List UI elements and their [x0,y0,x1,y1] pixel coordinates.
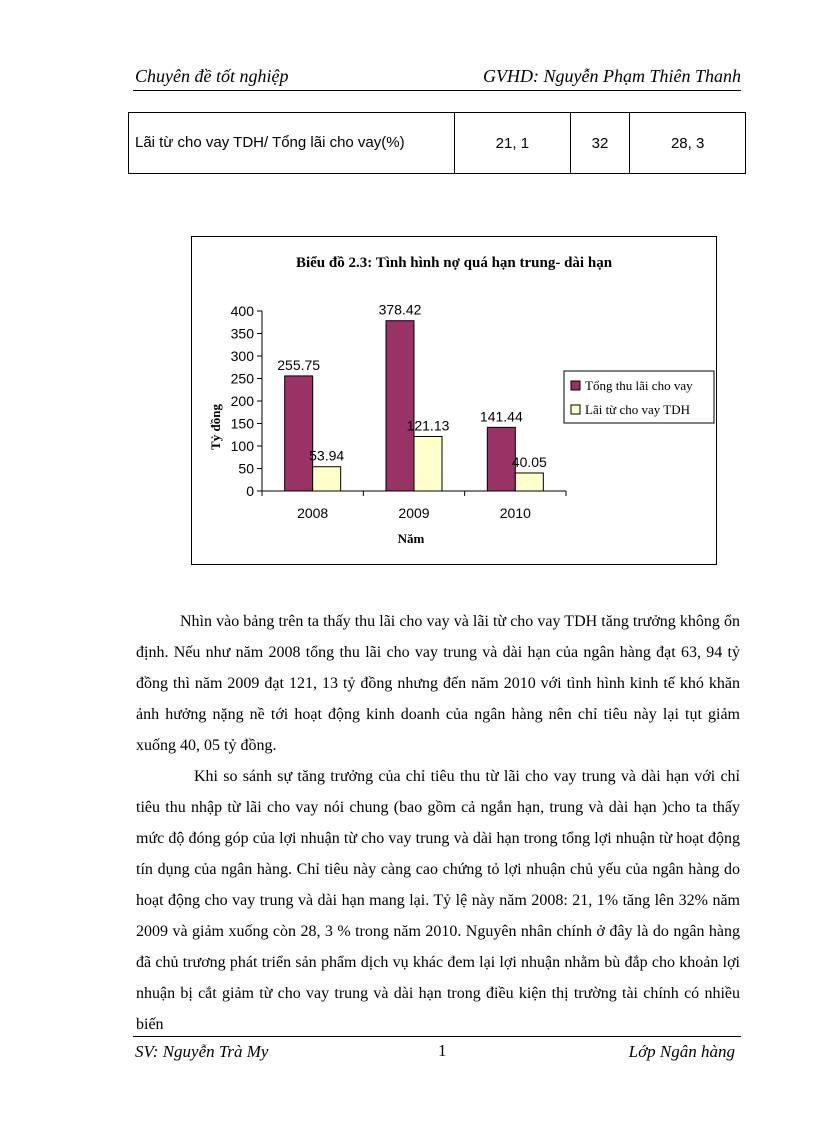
x-axis-label: Năm [397,531,425,546]
data-label: 255.75 [277,356,321,373]
y-tick-label: 0 [246,483,254,499]
data-label: 40.05 [511,453,547,470]
y-tick-label: 250 [230,370,254,387]
y-tick-label: 50 [238,460,254,477]
x-tick-label: 2008 [297,505,329,521]
page-number: 1 [438,1041,447,1060]
paragraph-1: Nhìn vào bảng trên ta thấy thu lãi cho vay và lãi từ cho vay TDH tăng trưởng không ổn định. Nếu như năm 2008 tổng thu lãi cho vay trung và dài hạn của ngân hàng đạt 63, 94 tỷ đồng thì năm 2009 đạt 121, 13 tỷ đồng nhưng đến năm 2010 với tình hình kinh tế khó khăn ảnh hưởng nặng nề tới hoạt động kinh doanh của ngân hàng nên chỉ tiêu này lại tụt giảm xuống 40, 05 tỷ đồng. [136,613,740,754]
data-label: 141.44 [479,408,523,425]
x-tick-label: 2009 [398,505,430,521]
ratio-table [128,112,746,174]
row-label: Lãi từ cho vay TDH/ Tổng lãi cho vay(%) [129,113,455,174]
value-2009: 32 [570,113,630,174]
chart-title: Biểu đồ 2.3: Tình hình nợ quá hạn trung- dài hạn [295,255,613,271]
bar-chart [192,237,716,564]
y-tick-label: 200 [230,393,254,409]
chart-legend [564,371,714,423]
legend-label: Lãi từ cho vay TDH [585,402,691,417]
x-tick-label: 2010 [499,505,531,521]
page-footer [133,1036,741,1067]
y-tick-label: 150 [230,415,254,432]
header-right: GVHD: Nguyễn Phạm Thiên Thanh [483,66,741,86]
data-label: 121.13 [406,417,450,434]
bar-2009-series-2 [414,436,442,491]
data-label: 378.42 [378,301,422,318]
footer-right: Lớp Ngân hàng [628,1042,735,1061]
table-row [129,113,746,174]
value-2008: 21, 1 [455,113,571,174]
data-label: 53.94 [309,447,345,464]
footer-left: SV: Nguyễn Trà My [135,1042,269,1061]
y-tick-label: 100 [230,438,254,454]
bar-2008-series-1 [285,376,313,491]
legend-swatch [571,405,580,414]
bar-2010-series-2 [515,473,543,491]
chart-container [191,236,717,565]
body-text [136,606,740,1040]
y-tick-label: 350 [230,325,254,342]
y-axis-label: Tỷ đồng [208,404,223,450]
legend-label: Tổng thu lãi cho vay [585,378,693,393]
bar-2008-series-2 [313,467,341,491]
header-left: Chuyên đề tốt nghiệp [135,66,289,86]
y-tick-label: 400 [230,303,254,319]
value-2010: 28, 3 [630,113,746,174]
paragraph-2: Khi so sánh sự tăng trưởng của chỉ tiêu thu từ lãi cho vay trung và dài hạn với chỉ tiêu thu nhập từ lãi cho vay nói chung (bao gồm cả ngắn hạn, trung và dài hạn )cho ta thấy mức độ đóng góp của lợi nhuận từ cho vay trung và dài hạn trong tổng lợi nhuận từ hoạt động tín dụng của ngân hàng. Chỉ tiêu này càng cao chứng tỏ lợi nhuận chủ yếu của ngân hàng do hoạt động cho vay trung và dài hạn mang lại. Tỷ lệ này năm 2008: 21, 1% tăng lên 32% năm 2009 và giảm xuống còn 28, 3 % trong năm 2010. Nguyên nhân chính ở đây là do ngân hàng đã chủ trương phát triển sản phẩm dịch vụ khác đem lại lợi nhuận nhằm bù đắp cho khoản lợi nhuận bị cắt giảm từ cho vay trung và dài hạn trong điều kiện thị trường tài chính có nhiều biến [136,768,740,1033]
legend-swatch [571,381,580,390]
page-header [133,64,741,91]
bar-2009-series-1 [386,321,414,491]
y-tick-label: 300 [230,348,254,364]
